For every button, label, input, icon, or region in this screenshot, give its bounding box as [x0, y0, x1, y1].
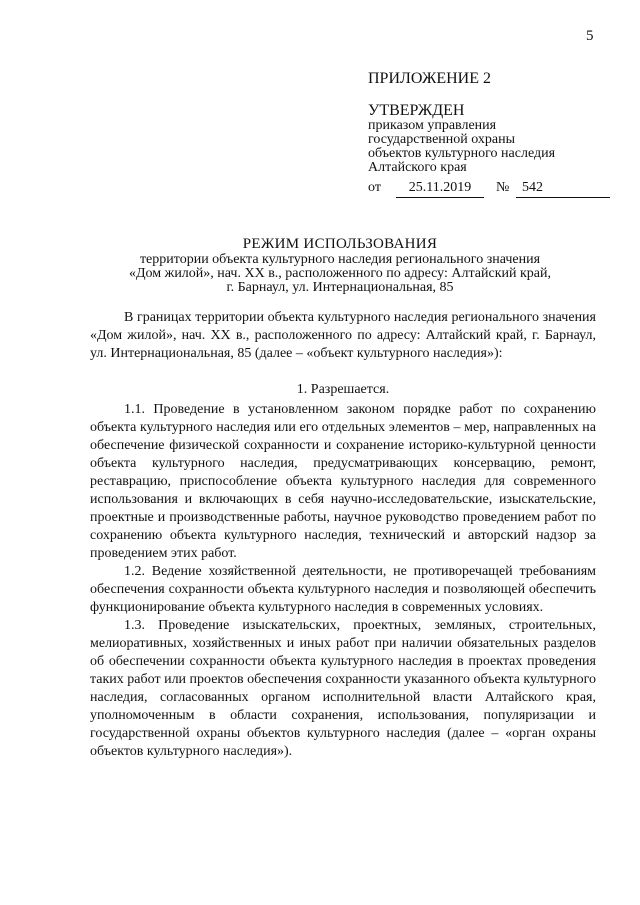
intro-paragraph: В границах территории объекта культурного наследия регионального значения «Дом жилой», нач. XX в., расположенного по адресу: Алтайский край, г. Барнаул, ул. Интернациональная, 85 (далее – «объект культурного наследия»): — [90, 310, 596, 361]
list-item: 1.2. Ведение хозяйственной деятельности, не противоречащей требованиям обеспечения сохранности объекта культурного наследия и позволяющей обеспечить функционирование объекта культурного наследия в современных условиях. — [90, 564, 596, 615]
regime-subtitle-line: «Дом жилой», нач. XX в., расположенного по адресу: Алтайский край, — [129, 266, 551, 281]
appendix-title: ПРИЛОЖЕНИЕ 2 — [368, 70, 492, 87]
regime-title: РЕЖИМ ИСПОЛЬЗОВАНИЯ — [242, 236, 438, 252]
regime-subtitle-line: г. Барнаул, ул. Интернациональная, 85 — [226, 280, 454, 295]
regime-header — [90, 236, 590, 295]
appendix-block — [368, 70, 618, 198]
list-item: 1.1. Проведение в установленном законом порядке работ по сохранению объекта культурного наследия или его отдельных элементов – мер, направленных на обеспечение физической сохранности и сохранение историко-культурной ценности объекта культурного наследия, предусматривающих консервацию, ремонт, реставрацию, приспособление объекта культурного наследия для современного использования и включающих в себя научно-исследовательские, изыскательские, проектные и производственные работы, научное руководство проведением работ по сохранению объекта культурного наследия, технический и авторский надзор за проведением этих работ. — [90, 402, 596, 561]
order-date: 25.11.2019 — [396, 179, 484, 198]
page-number: 5 — [586, 28, 594, 44]
regime-subtitle-line: территории объекта культурного наследия регионального значения — [139, 252, 541, 267]
order-reference — [368, 179, 618, 198]
order-number: 542 — [516, 179, 610, 198]
approved-heading: УТВЕРЖДЕН — [368, 102, 465, 119]
section-heading: 1. Разрешается. — [296, 382, 390, 397]
date-label: от — [368, 180, 381, 195]
number-label: № — [496, 180, 510, 195]
approval-line: объектов культурного наследия — [368, 146, 556, 161]
approval-line: Алтайского края — [368, 160, 467, 175]
approval-line: государственной охраны — [368, 132, 516, 147]
list-item: 1.3. Проведение изыскательских, проектных, земляных, строительных, мелиоративных, хозяйственных и иных работ при наличии обязательных разделов об обеспечении сохранности объекта культурного наследия в проектах проведения таких работ или проектов обеспечения сохранности указанного объекта культурного наследия, согласованных органом исполнительной власти Алтайского края, уполномоченным в области сохранения, использования, популяризации и государственной охраны объектов культурного наследия (далее – «орган охраны объектов культурного наследия»). — [90, 618, 596, 759]
approval-line: приказом управления — [368, 118, 497, 133]
document-body — [90, 309, 596, 761]
